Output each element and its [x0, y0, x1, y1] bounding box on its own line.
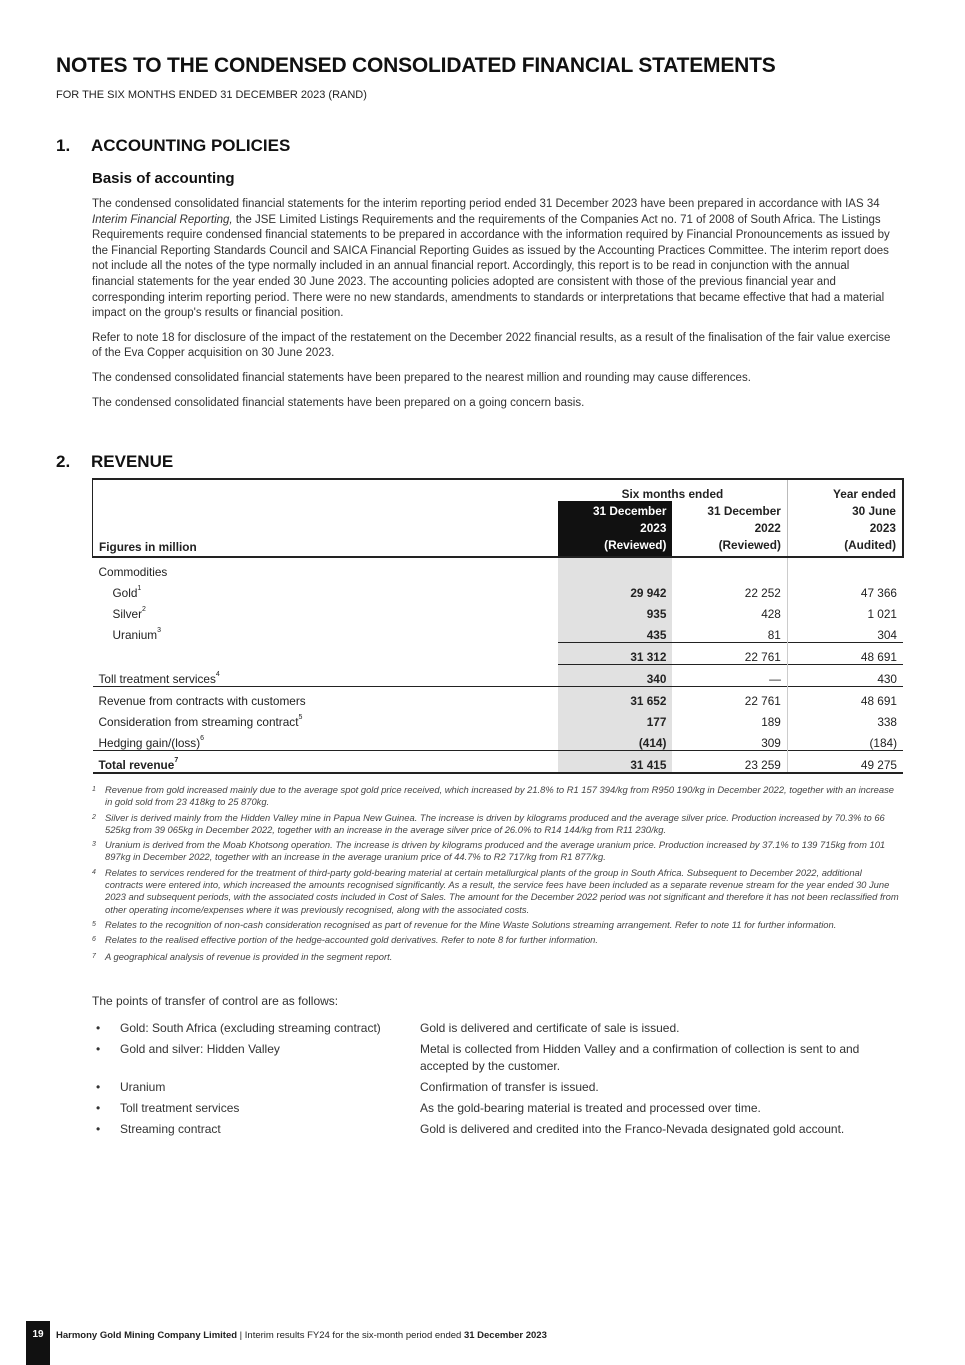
- page-title: NOTES TO THE CONDENSED CONSOLIDATED FINANCIAL STATEMENTS: [56, 54, 776, 77]
- row-label: Commodities: [98, 565, 168, 579]
- value-dec-2022: 22 761: [672, 643, 787, 665]
- item-value: Metal is collected from Hidden Valley and a confirmation of collection is sent to and accepted by the customer.: [420, 1042, 860, 1073]
- paragraph-basis: [92, 197, 892, 322]
- col-dec-2023-line2: 2023: [640, 521, 667, 535]
- paragraph-going-concern: The condensed consolidated financial statements have been prepared on a going concern basis.: [92, 396, 585, 409]
- value-dec-2023: 31 312: [558, 643, 672, 665]
- value-jun-2023: 47 366: [860, 586, 897, 600]
- value-jun-2023: 1 021: [867, 607, 897, 621]
- list-item: [92, 1100, 892, 1117]
- col-jun-2023-line2: 2023: [869, 521, 896, 535]
- table-row: [93, 621, 904, 643]
- accounting-policies-body: [92, 197, 892, 420]
- item-label: Streaming contract: [120, 1122, 221, 1136]
- footnote-number: 2: [92, 813, 96, 821]
- footnote-number: 1: [92, 786, 96, 793]
- section-2-number: 2.: [56, 452, 71, 471]
- footnote: [92, 919, 900, 931]
- value-dec-2023: 340: [558, 665, 672, 687]
- item-value: As the gold-bearing material is treated and processed over time.: [420, 1101, 761, 1115]
- value-jun-2023: 430: [877, 672, 897, 686]
- footnote: [92, 812, 900, 837]
- value-dec-2023: 935: [558, 600, 672, 621]
- row-label-text: Silver: [112, 607, 142, 621]
- bullet-icon: •: [96, 1021, 101, 1035]
- item-value: Gold is delivered and certificate of sale is issued.: [420, 1021, 680, 1035]
- footnote-ref: 2: [142, 606, 146, 613]
- col-dec-2022-line1: 31 December: [707, 504, 781, 518]
- table-row-subtotal: [93, 643, 904, 665]
- list-item: [92, 1079, 892, 1096]
- row-label: [93, 665, 558, 687]
- value-dec-2022: 428: [672, 600, 787, 621]
- footer-text: [56, 1330, 547, 1341]
- footnote-ref: 5: [298, 714, 303, 721]
- paragraph-rounding: The condensed consolidated financial statements have been prepared to the nearest million and rounding may cause differences.: [92, 371, 751, 384]
- footnote: [92, 839, 900, 864]
- footnote-number: 3: [92, 841, 96, 849]
- figures-in-million-label: Figures in million: [93, 501, 558, 557]
- list-item: [92, 1121, 892, 1138]
- value-dec-2023: 31 415: [558, 751, 672, 774]
- item-label: Gold and silver: Hidden Valley: [120, 1042, 280, 1056]
- value-dec-2023: 31 652: [558, 687, 672, 709]
- footnote-ref: 7: [174, 757, 179, 764]
- row-label-text: Gold: [112, 586, 138, 600]
- row-label-text: Total revenue: [98, 758, 175, 772]
- footnote-text: Relates to services rendered for the treatment of third-party gold-bearing material at certain metallurgical plants of the group in South Africa. Subsequent to December 2022, additional contracts were entered into, which increased the amounts recognised significantly. As a result, the service fees have been included as a separate revenue stream for the year ended 30 June 2023 and subsequent periods, with the associated costs included in Cost of Sales. The amount for the December 2022 period was not significant and therefore it has not been reclassified from other operating income/expenses where it was previously recognised, along with the associated costs.: [105, 866, 899, 915]
- table-row: [93, 579, 904, 600]
- footnote-text: Relates to the recognition of non-cash consideration recognised as part of revenue for the Mine Waste Solutions streaming arrangement. Refer to note 11 for further information.: [105, 918, 837, 930]
- bullet-icon: •: [96, 1122, 101, 1136]
- value-dec-2023: 435: [558, 621, 672, 643]
- six-months-group-header: Six months ended: [558, 479, 787, 501]
- footnote-text: Uranium is derived from the Moab Khotsong operation. The increase is driven by kilograms produced and the average uranium price. Production increased by 37.1% to 139 715kg from 101 897kg in December 2022, together with an increase in the average uranium price of 44.7% to R2 717/kg from R1 877/kg.: [105, 839, 886, 863]
- table-row: [93, 600, 904, 621]
- row-label-text: Hedging gain/(loss): [98, 736, 201, 750]
- footnote-number: 7: [92, 952, 96, 960]
- col-jun-2023-line1: 30 June: [852, 504, 896, 518]
- ias34-title: Interim Financial Reporting,: [92, 213, 233, 226]
- table-row: [93, 687, 904, 709]
- footer-separator: |: [237, 1330, 245, 1341]
- row-label: [93, 621, 558, 643]
- value-jun-2023: 338: [877, 715, 897, 729]
- footer-company: Harmony Gold Mining Company Limited: [56, 1330, 238, 1341]
- footnote-text: Relates to the realised effective portion of the hedge-accounted gold derivatives. Refer to note 8 for further information.: [105, 934, 598, 946]
- row-label: Revenue from contracts with customers: [98, 694, 306, 708]
- paragraph-basis-part-b: the JSE Limited Listings Requirements and the requirements of the Companies Act no. 71 of 2008 of South Africa. The Listings Requirements require condensed financial statements to be prepared in accordance with the information required by Financial Pronouncements as issued by the Financial Reporting Standards Council and SAICA Financial Reporting Guides as issued by the Accounting Practices Committee. The interim report does not include all the notes of the type normally included in an annual financial report. Accordingly, this report is to be read in conjunction with the annual financial statements for the year ended 30 June 2023. The accounting policies adopted are consistent with those of the previous financial year and corresponding interim reporting period. There were no new standards, amendments to standards or interpretations that became effective that had a material impact on the group's results or financial position.: [92, 213, 890, 320]
- value-dec-2022: 22 252: [672, 579, 787, 600]
- col-dec-2023-line3: (Reviewed): [604, 538, 667, 552]
- value-dec-2022: [672, 557, 787, 579]
- paragraph-restatement: Refer to note 18 for disclosure of the impact of the restatement on the December 2022 financial results, as a result of the finalisation of the fair value exercise of the Eva Copper acquisition on 30 June 2023.: [92, 331, 891, 360]
- value-dec-2022: 189: [672, 708, 787, 729]
- col-dec-2022-line2: 2022: [754, 521, 781, 535]
- value-jun-2023: [787, 557, 903, 579]
- footnote-number: 5: [92, 920, 96, 928]
- item-value: Confirmation of transfer is issued.: [420, 1080, 599, 1094]
- value-dec-2023: 29 942: [558, 579, 672, 600]
- row-label: [93, 708, 558, 729]
- year-ended-group-header: Year ended: [787, 479, 903, 501]
- section-1-number: 1.: [56, 136, 71, 155]
- value-dec-2022: 22 761: [672, 687, 787, 709]
- value-dec-2023: 177: [558, 708, 672, 729]
- table-row: [93, 665, 904, 687]
- value-dec-2022: 23 259: [672, 751, 787, 774]
- value-dec-2022: 309: [672, 729, 787, 751]
- value-jun-2023: (184): [869, 736, 897, 750]
- value-dec-2022: 81: [672, 621, 787, 643]
- row-label: [93, 729, 558, 751]
- transfer-of-control-intro: The points of transfer of control are as follows:: [92, 994, 339, 1008]
- header-spacer: [93, 479, 558, 501]
- footnote-text: Revenue from gold increased mainly due to the average spot gold price received, which increased by 21.8% to R1 157 394/kg from R950 190/kg in December 2022, together with an increase in gold sold from 23 418kg to 25 870kg.: [105, 784, 895, 808]
- col-jun-2023-header: [787, 501, 903, 557]
- section-2-title: REVENUE: [91, 452, 174, 471]
- paragraph-basis-part-a: The condensed consolidated financial statements for the interim reporting period ended 31 December 2023 have been prepared in accordance with IAS 34: [92, 198, 880, 210]
- page-subtitle: FOR THE SIX MONTHS ENDED 31 DECEMBER 2023 (RAND): [56, 89, 367, 101]
- footer-page-tab: [26, 1321, 50, 1365]
- footnote-ref: 6: [200, 735, 205, 742]
- bullet-icon: •: [96, 1080, 101, 1094]
- value-dec-2022: —: [672, 665, 787, 687]
- footnote-ref: 3: [157, 627, 161, 634]
- revenue-table: [92, 478, 904, 774]
- table-row: [93, 729, 904, 751]
- footnote: [92, 934, 900, 946]
- col-dec-2023-line1: 31 December: [592, 504, 667, 518]
- row-label: [93, 600, 558, 621]
- bullet-icon: •: [96, 1101, 101, 1115]
- footnote-ref: 1: [137, 585, 142, 592]
- page-number: 19: [32, 1329, 44, 1340]
- footnote-number: 6: [92, 936, 96, 944]
- basis-of-accounting-heading: Basis of accounting: [92, 170, 235, 187]
- table-row: [93, 708, 904, 729]
- footnote: [92, 867, 900, 916]
- footnote-text: A geographical analysis of revenue is provided in the segment report.: [105, 950, 393, 962]
- list-item: [92, 1020, 892, 1037]
- table-row: [93, 557, 904, 579]
- row-label: [93, 751, 558, 774]
- footnote-number: 4: [92, 868, 96, 876]
- row-label: [93, 643, 558, 665]
- row-label-text: Toll treatment services: [98, 672, 216, 686]
- item-value: Gold is delivered and credited into the Franco-Nevada designated gold account.: [420, 1122, 845, 1136]
- value-dec-2023: (414): [558, 729, 672, 751]
- row-label-text: Uranium: [112, 628, 158, 642]
- value-jun-2023: 48 691: [860, 650, 897, 664]
- footer-description: Interim results FY24 for the six-month period ended: [244, 1330, 464, 1341]
- footnote: [92, 951, 900, 963]
- value-jun-2023: 304: [877, 628, 897, 642]
- value-dec-2023: [558, 557, 672, 579]
- col-dec-2022-line3: (Reviewed): [718, 538, 781, 552]
- value-jun-2023: 48 691: [860, 694, 897, 708]
- footnote: [92, 784, 900, 809]
- row-label: [93, 579, 558, 600]
- footnote-ref: 4: [215, 671, 220, 678]
- col-dec-2022-header: [672, 501, 787, 557]
- item-label: Uranium: [120, 1080, 166, 1094]
- footnote-text: Silver is derived mainly from the Hidden Valley mine in Papua New Guinea. The increase is driven by kilograms produced and the average silver price. Production increased by 70.3% to 66 525kg from 39 065kg in December 2022, together with an increase in the average silver price of 26.0% to R14 144/kg from R11 230/kg.: [105, 811, 885, 835]
- value-jun-2023: 49 275: [860, 758, 897, 772]
- section-1-title: ACCOUNTING POLICIES: [91, 136, 291, 155]
- col-jun-2023-line3: (Audited): [844, 538, 896, 552]
- col-dec-2023-header: [558, 501, 672, 557]
- row-label-text: Consideration from streaming contract: [98, 715, 299, 729]
- item-label: Gold: South Africa (excluding streaming contract): [120, 1021, 381, 1035]
- footer-date: 31 December 2023: [463, 1330, 547, 1341]
- table-row-total: [93, 751, 904, 774]
- transfer-of-control-list: [92, 1020, 892, 1142]
- bullet-icon: •: [96, 1042, 101, 1056]
- footnotes: [92, 784, 900, 966]
- item-label: Toll treatment services: [120, 1101, 240, 1115]
- list-item: [92, 1041, 892, 1075]
